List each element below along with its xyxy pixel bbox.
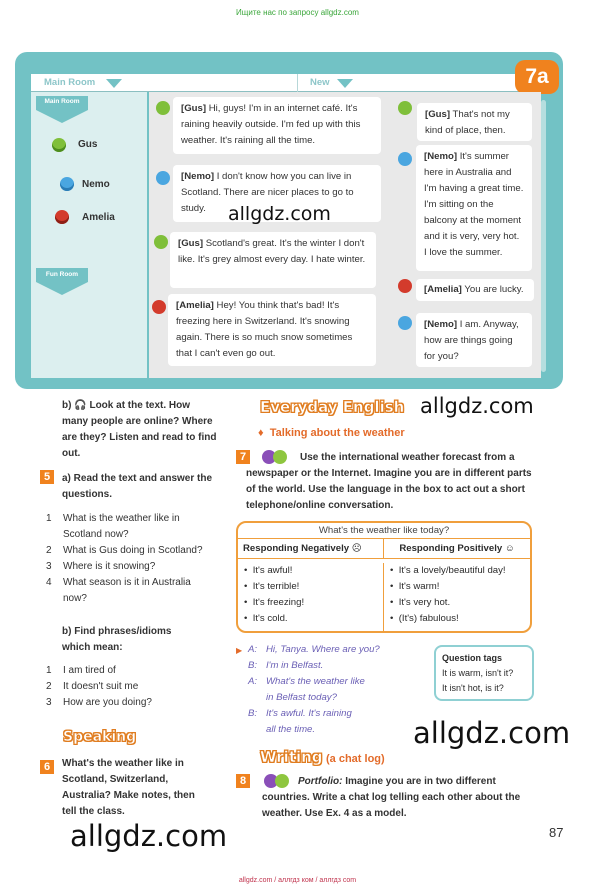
- chat-message: [416, 279, 534, 301]
- task5-b: b) Find phrases/idioms which mean:: [62, 626, 172, 653]
- bottom-note: allgdz.com / аллгдз ком / аллгдз com: [238, 877, 357, 884]
- dialogue-line: A: What's the weather like: [248, 676, 365, 687]
- message-text: Hey! You think that's bad! It's freezing here in Switzerland. It's snowing again. There is so much snow sometimes that I can't even go out.: [176, 300, 353, 359]
- dialogue-line: all the time.: [266, 724, 316, 735]
- chat-message: [170, 232, 376, 288]
- watermark: allgdz.com: [228, 203, 331, 225]
- writing-title: Writing: [260, 748, 323, 766]
- list-item: • It's a lovely/beautiful day!: [390, 565, 506, 576]
- message-text: Scotland's great. It's the winter I don't like. It's grey almost every day. I hate winter.: [178, 238, 366, 265]
- watermark: allgdz.com: [70, 819, 228, 853]
- task7-number: 7: [236, 450, 250, 464]
- task5-a: a) Read the text and answer the questions.: [62, 473, 213, 500]
- chat-message: [173, 97, 381, 154]
- dialogue-line: B: It's awful. It's raining: [248, 708, 352, 719]
- user-nemo[interactable]: Nemo: [82, 179, 110, 190]
- message-speaker: [Amelia]: [176, 300, 214, 311]
- page-number: 87: [549, 825, 564, 840]
- user-amelia[interactable]: Amelia: [82, 212, 115, 223]
- message-speaker: [Gus]: [178, 238, 204, 249]
- list-item: • It's warm!: [390, 581, 440, 592]
- task4b-text: Look at the text. How many people are online? Where are they? Listen and read to find out.: [62, 400, 217, 459]
- negative-header: Responding Negatively ☹: [238, 539, 384, 558]
- main-room-label: Main Room: [44, 77, 96, 88]
- chat-scrollbar[interactable]: [541, 100, 546, 372]
- list-item: 1 What is the weather like in Scotland now?: [46, 513, 180, 540]
- nemo-avatar-icon: [156, 171, 170, 185]
- smile-face-icon: ☺: [504, 543, 515, 554]
- positive-list: [384, 563, 530, 633]
- nemo-avatar-icon: [60, 177, 74, 191]
- message-text: I don't know how you can live in Scotland. There are nicer places to go to study.: [181, 171, 354, 214]
- task4b-label: b): [62, 400, 72, 411]
- everyday-english-title: Everyday English: [260, 398, 405, 416]
- question-tag-line: It is warm, isn't it?: [442, 668, 514, 678]
- task7-text: Use the international weather forecast from a newspaper or the Internet. Imagine you are in different parts of the world. Use the language in the box to act out a short telephone/online conversation.: [246, 452, 532, 511]
- gus-avatar-icon: [398, 101, 412, 115]
- question-tags-box: [434, 645, 534, 701]
- message-speaker: [Nemo]: [181, 171, 215, 182]
- task5-phrases: [46, 663, 226, 711]
- message-text: That's not my kind of place, then.: [425, 109, 510, 136]
- question-tag-line: It isn't hot, is it?: [442, 683, 504, 693]
- amelia-avatar-icon: [55, 210, 69, 224]
- headphones-icon: 🎧: [74, 400, 87, 411]
- unit-badge: 7a: [515, 60, 559, 94]
- talking-weather-title: ♦ Talking about the weather: [258, 427, 405, 439]
- diamond-icon: ♦: [258, 427, 264, 439]
- message-speaker: [Gus]: [181, 103, 207, 114]
- task6-number: 6: [40, 760, 54, 774]
- list-item: 2 It doesn't suit me: [46, 681, 139, 692]
- chat-message: [417, 103, 532, 141]
- user-gus[interactable]: Gus: [78, 139, 98, 150]
- positive-header: Responding Positively ☺: [399, 543, 515, 554]
- list-item: 2 What is Gus doing in Scotland?: [46, 545, 203, 556]
- task4b: [62, 398, 218, 462]
- message-speaker: [Gus]: [425, 109, 451, 120]
- message-text: I am. Anyway, how are things going for you?: [424, 319, 519, 362]
- list-item: • It's cold.: [244, 613, 288, 624]
- chat-message: [168, 294, 376, 366]
- task8-number: 8: [236, 774, 250, 788]
- list-item: • It's awful!: [244, 565, 293, 576]
- table-title: What's the weather like today?: [238, 523, 530, 539]
- dialogue-line: B: I'm in Belfast.: [248, 660, 324, 671]
- chat-sidebar: [31, 92, 147, 378]
- writing-subtitle: (a chat log): [326, 753, 385, 765]
- tab-pointer-icon: [36, 110, 88, 123]
- message-speaker: [Amelia]: [424, 284, 462, 295]
- amelia-avatar-icon: [398, 279, 412, 293]
- watermark: allgdz.com: [420, 394, 534, 418]
- tab-pointer-icon: [36, 282, 88, 295]
- amelia-avatar-icon: [152, 300, 166, 314]
- speaking-title: Speaking: [63, 729, 137, 745]
- task5-questions: [46, 511, 226, 607]
- chevron-down-icon: [337, 79, 353, 88]
- list-item: 1 I am tired of: [46, 665, 116, 676]
- gus-avatar-icon: [156, 101, 170, 115]
- new-label: New: [310, 77, 330, 88]
- dialogue-line: in Belfast today?: [266, 692, 337, 703]
- message-speaker: [Nemo]: [424, 151, 458, 162]
- sidebar-main-room: Main Room: [44, 98, 80, 105]
- dialogue-line: A: Hi, Tanya. Where are you?: [248, 644, 380, 655]
- chat-message: [416, 145, 532, 271]
- gus-avatar-icon: [52, 138, 66, 152]
- gus-avatar-icon: [154, 235, 168, 249]
- list-item: 3 Where is it snowing?: [46, 561, 156, 572]
- header-divider: [297, 74, 298, 92]
- question-tags-title: Question tags: [442, 653, 503, 663]
- chat-message: [416, 313, 532, 367]
- message-speaker: [Nemo]: [424, 319, 458, 330]
- top-note: Ищите нас по запросу allgdz.com: [236, 8, 359, 17]
- list-item: 4 What season is it in Australia now?: [46, 577, 191, 604]
- sad-face-icon: ☹: [351, 543, 362, 554]
- nemo-avatar-icon: [398, 316, 412, 330]
- list-item: • It's terrible!: [244, 581, 300, 592]
- weather-phrases-box: [236, 521, 532, 633]
- negative-list: [238, 563, 384, 633]
- list-item: • It's very hot.: [390, 597, 451, 608]
- sidebar-fun-room: Fun Room: [45, 271, 79, 278]
- play-arrow-icon: ▶: [236, 646, 243, 655]
- portfolio-label: Portfolio:: [298, 776, 343, 787]
- sample-dialogue: [248, 642, 428, 738]
- list-item: • (It's) fabulous!: [390, 613, 459, 624]
- task6-text: What's the weather like in Scotland, Switzerland, Australia? Make notes, then tell the class.: [62, 758, 195, 817]
- list-item: 3 How are you doing?: [46, 697, 152, 708]
- nemo-avatar-icon: [398, 152, 412, 166]
- message-text: It's summer here in Australia and I'm having a great time. I'm sitting on the balcony at the moment and it is very, very hot. I love the summer.: [424, 151, 524, 258]
- list-item: • It's freezing!: [244, 597, 305, 608]
- task5-number: 5: [40, 470, 54, 484]
- watermark: allgdz.com: [413, 716, 571, 750]
- task8-text: Portfolio: Imagine you are in two different countries. Write a chat log telling each other about the weather. Use Ex. 4 as a model.: [262, 776, 521, 819]
- message-text: Hi, guys! I'm in an internet café. It's raining heavily outside. I'm fed up with this weather. It's raining all the time.: [181, 103, 361, 146]
- message-text: You are lucky.: [461, 284, 524, 295]
- chevron-down-icon: [106, 79, 122, 88]
